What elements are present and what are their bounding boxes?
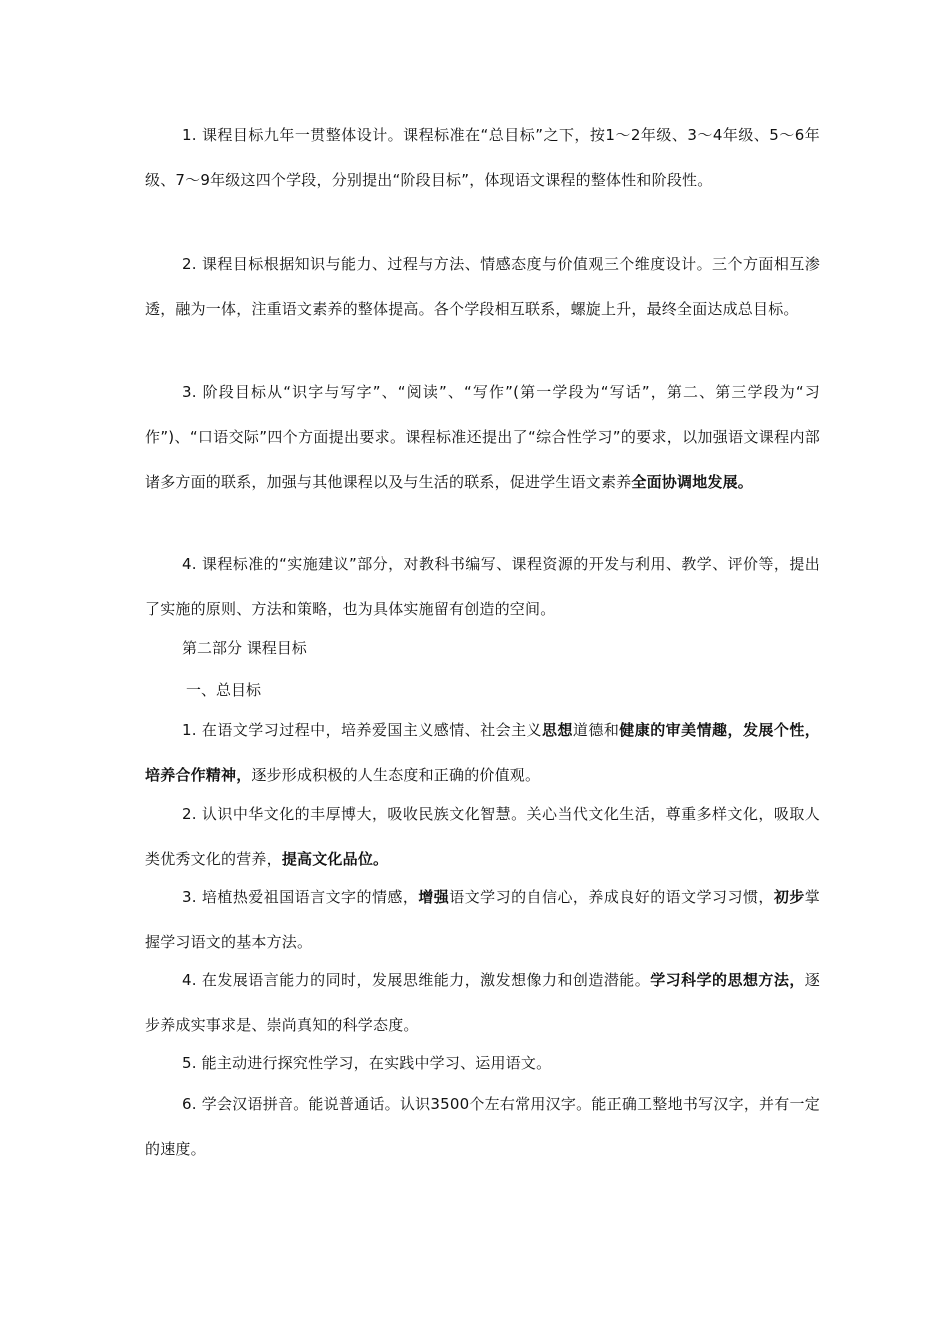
goal-2-text: 2. 认识中华文化的丰厚博大，吸收民族文化智慧。关心当代文化生活，尊重多样文化，吸取人类优秀文化的营养， — [145, 805, 820, 868]
goal-1-text-3: 逐步形成积极的人生态度和正确的价值观。 — [251, 766, 541, 784]
goal-3-text-3: 掌握学习语文的基本方法。 — [145, 888, 820, 951]
goal-4 — [145, 958, 820, 1048]
goal-5 — [145, 1041, 820, 1086]
goal-6 — [145, 1082, 820, 1172]
goal-6-text: 6. 学会汉语拼音。能说普通话。认识3500个左右常用汉字。能正确工整地书写汉字，并有一定的速度。 — [145, 1095, 820, 1158]
paragraph-3-text: 3. 阶段目标从“识字与写字”、“阅读”、“写作”(第一学段为“写话”，第二、第三学段为“习作”)、“口语交际”四个方面提出要求。课程标准还提出了“综合性学习”的要求，以加强语文课程内部诸多方面的联系，加强与其他课程以及与生活的联系，促进学生语文素养 — [145, 383, 820, 491]
paragraph-1 — [145, 113, 820, 203]
goal-3-bold-1: 增强 — [418, 888, 450, 906]
goal-4-text: 4. 在发展语言能力的同时，发展思维能力，激发想像力和创造潜能。 — [182, 971, 651, 989]
paragraph-2 — [145, 242, 820, 332]
paragraph-3-bold: 全面协调地发展。 — [631, 473, 754, 491]
goal-1 — [145, 708, 820, 798]
paragraph-4-text: 4. 课程标准的“实施建议”部分，对教科书编写、课程资源的开发与利用、教学、评价等，提出了实施的原则、方法和策略，也为具体实施留有创造的空间。 — [145, 555, 820, 618]
goal-3-bold-2: 初步 — [773, 888, 805, 906]
part-heading: 第二部分 课程目标 — [182, 639, 307, 657]
goal-1-text-2: 道德和 — [572, 721, 620, 739]
paragraph-2-text: 2. 课程目标根据知识与能力、过程与方法、情感态度与价值观三个维度设计。三个方面相互渗透，融为一体，注重语文素养的整体提高。各个学段相互联系，螺旋上升，最终全面达成总目标。 — [145, 255, 820, 318]
goal-3-text: 3. 培植热爱祖国语言文字的情感， — [182, 888, 419, 906]
goal-5-text: 5. 能主动进行探究性学习，在实践中学习、运用语文。 — [182, 1054, 552, 1072]
goal-3 — [145, 875, 820, 965]
paragraph-4 — [145, 542, 820, 632]
goal-1-bold-2: 健康的审美情趣，发展个性，培养合作精神， — [145, 721, 820, 784]
goal-1-bold-1: 思想 — [542, 721, 573, 739]
goal-2 — [145, 792, 820, 882]
goal-2-bold: 提高文化品位。 — [281, 850, 389, 868]
goal-4-bold: 学习科学的思想方法， — [650, 971, 805, 989]
paragraph-3 — [145, 370, 820, 505]
section-heading: 一、总目标 — [186, 681, 262, 699]
goal-1-text: 1. 在语文学习过程中，培养爱国主义感情、社会主义 — [182, 721, 542, 739]
paragraph-1-text: 1. 课程目标九年一贯整体设计。课程标准在“总目标”之下，按1～2年级、3～4年级、5～6年级、7～9年级这四个学段，分别提出“阶段目标”，体现语文课程的整体性和阶段性。 — [145, 126, 820, 189]
goal-3-text-2: 语文学习的自信心，养成良好的语文学习习惯， — [449, 888, 774, 906]
goal-4-text-2: 逐步养成实事求是、崇尚真知的科学态度。 — [145, 971, 820, 1034]
